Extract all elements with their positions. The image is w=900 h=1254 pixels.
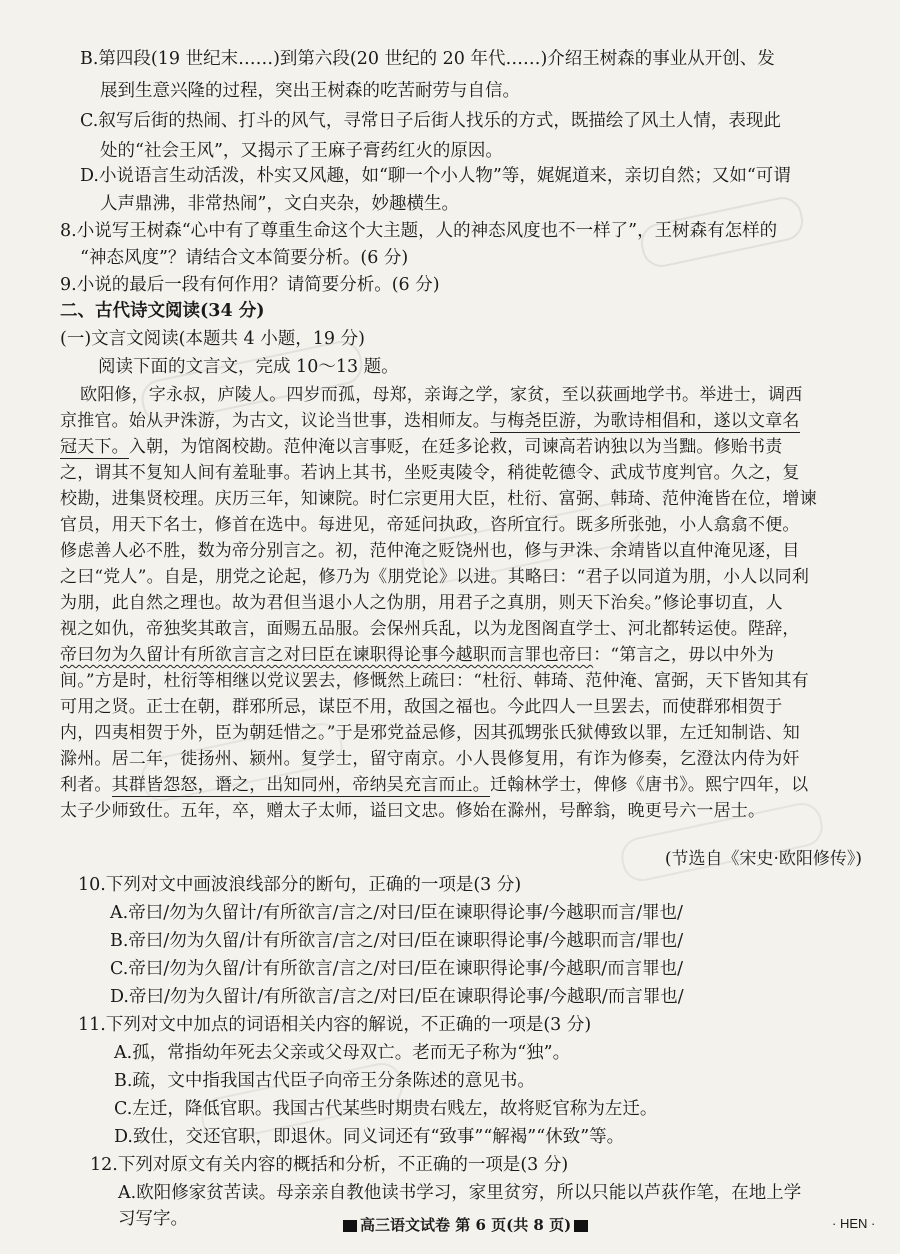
passage-source: (节选自《宋史·欧阳修传》) — [664, 849, 862, 869]
footer-mark-left — [343, 1220, 357, 1232]
q12-option-a-line2: 习写字。 — [118, 1209, 188, 1229]
q7-option-b-line1: B.第四段(19 世纪末……)到第六段(20 世纪的 20 年代……)介绍王树森的事业从开创、发 — [80, 49, 775, 69]
passage-line-13: 可用之贤。正士在朝，群邪所忌，谋臣不用，敌国之福也。今此四人一旦罢去，而使群邪相贺于 — [60, 697, 783, 717]
q11-option-a: A.孤，常指幼年死去父亲或父母双亡。老而无子称为“独”。 — [114, 1043, 571, 1063]
passage-line-16-text-a: 利者。 — [60, 775, 112, 795]
passage-line-12: 间。”方是时，杜衍等相继以党议罢去，修慨然上疏曰：“杜衍、韩琦、范仲淹、富弼，天下皆知其有 — [60, 671, 809, 691]
passage-line-5: 校勘，进集贤校理。庆历三年，知谏院。时仁宗更用大臣，杜衍、富弼、韩琦、范仲淹皆在位，增谏 — [60, 489, 817, 509]
subsection-1-title: (一)文言文阅读(本题共 4 小题，19 分) — [60, 329, 365, 349]
passage-line-15: 滁州。居二年，徙扬州、颍州。复学士，留守南京。小人畏修复用，有诈为修奏，乞澄汰内侍为奸 — [60, 749, 800, 769]
question-11-stem: 11.下列对文中加点的词语相关内容的解说，不正确的一项是(3 分) — [78, 1015, 592, 1035]
q10-option-a: A.帝曰/勿为久留计/有所欲言/言之/对曰/臣在谏职得论事/今越职而言/罪也/ — [110, 903, 683, 923]
passage-line-6: 官员，用天下名士，修首在选中。每进见，帝延问执政，咨所宜行。既多所张弛，小人翕翕不便。 — [60, 515, 800, 535]
translation-underline-2: 其群皆怨怒，谮之，出知同州，帝纳吴充言而止。 — [111, 775, 491, 795]
q7-option-c-line2: 处的“社会王风”，又揭示了王麻子膏药红火的原因。 — [100, 141, 503, 161]
q7-option-d-line2: 人声鼎沸，非常热闹”，文白夹杂，妙趣横生。 — [100, 194, 459, 214]
page-footer — [340, 1214, 591, 1235]
passage-line-9: 为朋，此自然之理也。故为君但当退小人之伪朋，用君子之真朋，则天下治矣。”修论事切直，人 — [60, 593, 783, 613]
footer-label: 高三语文试卷 第 6 页(共 8 页) — [360, 1216, 572, 1234]
q11-option-c: C.左迁，降低官职。我国古代某些时期贵右贱左，故将贬官称为左迁。 — [114, 1099, 658, 1119]
translation-underline-part1: 与梅尧臣游，为歌诗相倡和，遂以文章名 — [490, 411, 800, 431]
passage-line-3-text: 入朝，为馆阁校勘。范仲淹以言事贬，在廷多论救，司谏高若讷独以为当黜。修贻书责 — [128, 437, 783, 457]
passage-line-7: 修虑善人必不胜，数为帝分别言之。初，范仲淹之贬饶州也，修与尹洙、余靖皆以直仲淹见逐，目 — [60, 541, 800, 561]
q7-option-b-line2: 展到生意兴隆的过程，突出王树森的吃苦耐劳与自信。 — [100, 81, 520, 101]
q7-option-d-line1: D.小说语言生动活泼，朴实又风趣，如“聊一个小人物”等，娓娓道来，亲切自然；又如“可谓 — [80, 166, 791, 186]
passage-line-16-text-c: 迁翰林学士，俾修《唐书》。熙宁四年，以 — [490, 775, 809, 795]
wavy-underline-sentence: 帝曰勿为久留计有所欲言言之对曰臣在谏职得论事今越职而言罪也帝曰 — [60, 645, 594, 665]
passage-line-4: 之，谓其不复知人间有羞耻事。若讷上其书，坐贬夷陵令，稍徙乾德令、武成节度判官。久之，复 — [60, 463, 800, 483]
passage-instruction: 阅读下面的文言文，完成 10～13 题。 — [98, 357, 399, 377]
passage-line-11-text: ：“第言之，毋以中外为 — [593, 645, 775, 665]
q11-option-d: D.致仕，交还官职，即退休。同义词还有“致事”“解褐”“休致”等。 — [114, 1127, 625, 1147]
q11-option-b: B.疏，文中指我国古代臣子向帝王分条陈述的意见书。 — [114, 1071, 535, 1091]
passage-line-2 — [60, 408, 800, 434]
passage-line-11 — [60, 642, 774, 668]
passage-line-10: 视之如仇，帝独奖其敢言，面赐五品服。会保州兵乱，以为龙图阁直学士、河北都转运使。陛辞， — [60, 619, 800, 639]
q10-option-c: C.帝曰/勿为久留/计有所欲言/言之/对曰/臣在谏职得论事/今越职/而言罪也/ — [110, 959, 683, 979]
q10-option-b: B.帝曰/勿为久留/计有所欲言/言之/对曰/臣在谏职得论事/今越职而言/罪也/ — [110, 931, 684, 951]
footer-mark-right — [574, 1220, 588, 1232]
passage-line-8: 之曰“党人”。自是，朋党之论起，修乃为《朋党论》以进。其略曰：“君子以同道为朋，小人以同利 — [60, 567, 810, 587]
q7-option-c-line1: C.叙写后街的热闹、打斗的风气，寻常日子后街人找乐的方式，既描绘了风土人情，表现此 — [80, 111, 781, 131]
question-8-line2: “神态风度”？请结合文本简要分析。(6 分) — [80, 248, 409, 268]
question-8-line1: 8.小说写王树森“心中有了尊重生命这个大主题，人的神态风度也不一样了”，王树森有怎样的 — [60, 221, 778, 241]
question-9: 9.小说的最后一段有何作用？请简要分析。(6 分) — [60, 275, 440, 295]
question-12-stem: 12.下列对原文有关内容的概括和分析，不正确的一项是(3 分) — [90, 1155, 569, 1175]
section-2-title: 二、古代诗文阅读(34 分) — [60, 301, 265, 321]
translation-underline-part2: 冠天下。 — [60, 437, 129, 457]
passage-line-16 — [60, 772, 808, 798]
q12-option-a-line1: A.欧阳修家贫苦读。母亲亲自教他读书学习，家里贫穷，所以只能以芦荻作笔，在地上学 — [118, 1183, 802, 1203]
q10-option-d: D.帝曰/勿为久留计/有所欲言/言之/对曰/臣在谏职得论事/今越职/而言罪也/ — [110, 987, 684, 1007]
passage-line-14: 内，四夷相贺于外，臣为朝廷惜之。”于是邪党益忌修，因其孤甥张氏狱傅致以罪，左迁知制诰、知 — [60, 723, 800, 743]
footer-code: · HEN · — [832, 1216, 876, 1231]
passage-line-1: 欧阳修，字永叔，庐陵人。四岁而孤，母郑，亲诲之学，家贫，至以荻画地学书。举进士，调西 — [80, 385, 803, 405]
passage-line-17: 太子少师致仕。五年，卒，赠太子太师，谥曰文忠。修始在滁州，号醉翁，晚更号六一居士。 — [60, 801, 766, 821]
passage-line-3 — [60, 434, 782, 460]
passage-line-2-text: 京推官。始从尹洙游，为古文，议论当世事，迭相师友。 — [60, 411, 490, 431]
question-10-stem: 10.下列对文中画波浪线部分的断句，正确的一项是(3 分) — [78, 875, 522, 895]
